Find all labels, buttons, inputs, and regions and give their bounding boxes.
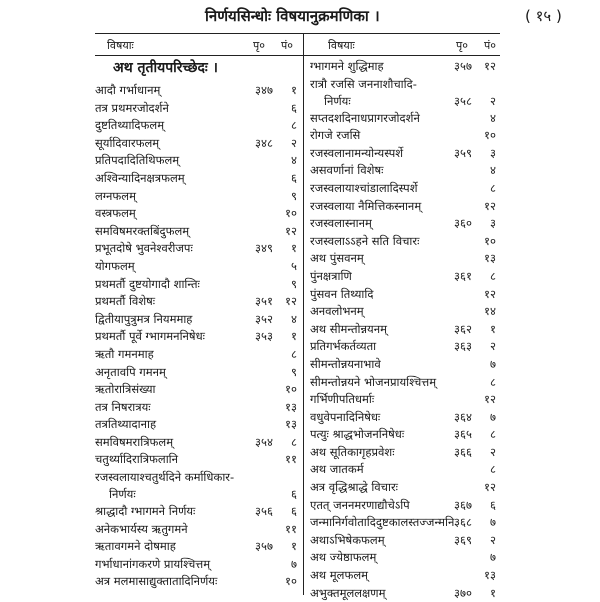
index-entry: [310, 532, 500, 550]
entry-subject: समविषमरात्रिफलम्: [95, 434, 174, 449]
index-entry: [95, 521, 301, 539]
index-entry: [310, 497, 500, 515]
entry-line: २: [490, 532, 496, 547]
entry-line: ९: [291, 188, 297, 203]
entry-line: ८: [291, 346, 297, 361]
entry-page: ३५६: [255, 504, 273, 519]
entry-subject: अथ सीमन्तोन्नयनम्: [310, 321, 387, 336]
index-entry: [95, 117, 301, 135]
header-rule: [95, 55, 500, 56]
index-entry: [95, 100, 301, 118]
index-entry: [310, 268, 500, 286]
index-entry: [95, 573, 301, 591]
index-entry: [310, 391, 500, 409]
entry-subject: प्रभूतदोषे भुवनेश्वरीजपः: [95, 241, 193, 256]
entry-subject: अथ ज्येष्ठाफलम्: [310, 550, 377, 565]
entry-subject: प्रतिगर्भकर्तव्यता: [310, 339, 377, 354]
index-entry: [310, 303, 500, 321]
entry-line: १२: [484, 480, 496, 495]
entry-subject: रजस्वलास्नानम्: [310, 216, 372, 231]
entry-line: ६: [291, 504, 297, 519]
entry-subject: रजस्वलायाश्चांडालादिस्पर्शे: [310, 180, 418, 195]
index-entry: [310, 374, 500, 392]
entry-subject: तत्रतिथ्यादानाह: [95, 417, 157, 432]
entry-line: २: [490, 93, 496, 108]
index-entry: [310, 110, 500, 128]
left-column-header: [95, 38, 300, 54]
entry-line: १३: [484, 251, 496, 266]
entry-subject: गर्भाधानांगकरणे प्रायश्चित्तम्: [95, 556, 211, 571]
entry-page: ३६६: [454, 444, 472, 459]
entry-line: ७: [490, 550, 496, 565]
entry-line: ८: [291, 118, 297, 133]
index-entry: [310, 356, 500, 374]
entry-page: ३५२: [255, 311, 273, 326]
index-entry: [310, 479, 500, 497]
index-entry: [310, 549, 500, 567]
entry-subject: अथ जातकर्म: [310, 462, 364, 477]
entry-line: १३: [484, 568, 496, 583]
entry-line: १: [291, 241, 297, 256]
entry-line: ८: [291, 434, 297, 449]
page-header-label: पृ०: [253, 39, 265, 52]
entry-line: १०: [484, 233, 496, 248]
index-entry: [95, 135, 301, 153]
index-entry: [95, 82, 301, 100]
entry-page: ३७०: [454, 585, 472, 600]
entry-subject: पुंसवन तिथ्यादि: [310, 286, 374, 301]
index-entry: [310, 321, 500, 339]
entry-line: ४: [490, 110, 496, 125]
entry-line: १०: [484, 128, 496, 143]
entry-subject: अश्विन्यादिनक्षत्रफलम्: [95, 170, 185, 185]
entry-line: ९: [291, 276, 297, 291]
entry-subject: अनृतावपि गमनम्: [95, 364, 166, 379]
entry-line: ८: [490, 374, 496, 389]
entry-page: ३४८: [255, 135, 273, 150]
entry-line: २: [490, 339, 496, 354]
index-entry: [310, 145, 500, 163]
entry-subject: प्रथमर्तौ विशेषः: [95, 294, 156, 309]
entry-subject: चतुर्थ्यादिरात्रिफलानि: [95, 452, 179, 467]
entry-line: १२: [285, 223, 297, 238]
section-heading: अथ तृतीयपरिच्छेदः ।: [113, 60, 218, 76]
subject-header: विषयाः: [107, 39, 134, 52]
index-entry: [310, 215, 500, 233]
entry-line: १: [490, 321, 496, 336]
entry-subject: तत्र निषरात्रयः: [95, 399, 151, 414]
entry-subject: दुष्टतिथ्यादिफलम्: [95, 118, 165, 133]
page-header-label: पृ०: [456, 39, 468, 52]
index-entry: [310, 286, 500, 304]
entry-page: ३६१: [454, 268, 472, 283]
entry-line: ६: [291, 170, 297, 185]
entry-subject: प्रतिपदादितिथिफलम्: [95, 153, 180, 168]
entry-line: ११: [285, 452, 297, 467]
entry-subject: सीमन्तोन्नयनाभावे: [310, 356, 381, 371]
index-entry: [310, 233, 500, 251]
index-entry: [310, 180, 500, 198]
entry-subject: गर्भिणीपतिधर्माः: [310, 392, 375, 407]
entry-page: ३६२: [454, 321, 472, 336]
index-entry: [310, 127, 500, 145]
entry-line: १०: [285, 382, 297, 397]
entry-line: ७: [490, 356, 496, 371]
entry-subject: सूर्यादिवारफलम्: [95, 135, 160, 150]
index-entry: [310, 444, 500, 462]
index-entry: [95, 556, 301, 574]
index-entry: [95, 276, 301, 294]
entry-page: ३६०: [454, 216, 472, 231]
entry-page: ३५७: [255, 539, 273, 554]
entry-page: ३५७: [454, 59, 472, 73]
entry-subject: पुंनक्षत्राणि: [310, 268, 352, 283]
subject-header: विषयाः: [328, 39, 355, 52]
line-header-label: पं०: [484, 39, 496, 52]
entry-line: ६: [291, 487, 297, 502]
index-entry: [310, 198, 500, 216]
entry-line: १०: [285, 206, 297, 221]
entry-subject: ग्भागमने शुद्धिमाह: [310, 59, 384, 73]
entry-line: ३: [490, 216, 496, 231]
entry-line: ६: [490, 497, 496, 512]
index-entry: [310, 567, 500, 585]
entry-page: ३५४: [255, 434, 273, 449]
entry-line: ८: [490, 462, 496, 477]
index-entry: [95, 170, 301, 188]
entry-line: ८: [490, 268, 496, 283]
entry-subject: अत्र मलमासाद्युक्तातादिनिर्णयः: [95, 574, 218, 589]
entry-line: ५: [291, 258, 297, 273]
entry-line: १: [490, 585, 496, 600]
index-entry: [95, 205, 301, 223]
entry-subject: रजस्वलानामन्योन्यस्पर्शे: [310, 145, 404, 160]
entry-subject: प्रथमर्तौ दुष्टयोगादौ शान्तिः: [95, 276, 200, 291]
index-entry: [95, 293, 301, 311]
entry-page: ३६९: [454, 532, 472, 547]
index-entry: [95, 416, 301, 434]
entry-line: २: [490, 444, 496, 459]
index-entry: [95, 538, 301, 556]
index-entry: [95, 503, 301, 521]
entry-subject: अथ सूतिकागृहप्रवेशः: [310, 444, 395, 459]
entry-subject: रजस्वलायाश्चतुर्थदिने कर्माधिकार-: [95, 470, 235, 485]
index-entry: [310, 426, 500, 444]
entry-subject: जन्मानिर्गवोतादिदुष्टकालस्तज्जन्मनि: [310, 515, 455, 530]
entry-line: ११: [285, 521, 297, 536]
entry-subject: द्वितीयापुत्रुमत्र नियममाह: [95, 311, 193, 326]
right-column: [310, 58, 500, 602]
entry-line: ६: [291, 100, 297, 115]
index-entry: [310, 338, 500, 356]
index-entry: [310, 514, 500, 532]
entry-subject: वधुवेपनादिनिषेधः: [310, 409, 381, 424]
entry-line: १०: [285, 574, 297, 589]
page-number: ( १५ ): [525, 7, 562, 25]
entry-line: १३: [285, 399, 297, 414]
entry-subject: प्रथमर्तौ पूर्वे ग्भागमननिषेधः: [95, 329, 205, 344]
index-entry: [95, 188, 301, 206]
entry-subject: पत्युः श्राद्धभोजननिषेधः: [310, 427, 405, 442]
index-entry: [310, 76, 500, 110]
index-entry: [310, 585, 500, 602]
entry-page: ३५१: [255, 294, 273, 309]
entry-subject: ऋतावगमने दोषमाह: [95, 539, 176, 554]
column-divider: [303, 33, 304, 595]
entry-subject: रात्रौ रजसि जननाशौचादि-: [310, 76, 417, 91]
entry-subject: समविषमरक्तबिंदुफलम्: [95, 223, 190, 238]
index-entry: [95, 469, 301, 503]
index-entry: [95, 240, 301, 258]
entry-line: ४: [291, 311, 297, 326]
entry-subject: अथ पुंसवनम्: [310, 251, 364, 266]
entry-page: ३४९: [255, 241, 273, 256]
entry-line: १२: [484, 198, 496, 213]
entry-subject: वस्त्रफलम्: [95, 206, 136, 221]
entry-subject: अनवलोभनम्: [310, 304, 364, 319]
entry-page: ३५८: [454, 93, 472, 108]
entry-line: १३: [285, 417, 297, 432]
entry-line: १: [291, 539, 297, 554]
index-entry: [95, 258, 301, 276]
entry-subject: सप्तदशदिनाधप्रागरजोदर्शने: [310, 110, 420, 125]
entry-line: १२: [285, 294, 297, 309]
entry-subject: एतत् जननमरणाद्यौचेऽपि: [310, 497, 410, 512]
entry-page: ३४७: [255, 83, 273, 97]
entry-line: १: [291, 329, 297, 344]
entry-line: ९: [291, 364, 297, 379]
entry-page: ३५३: [255, 329, 273, 344]
entry-page: ३६३: [454, 339, 472, 354]
entry-line: ४: [291, 153, 297, 168]
entry-line: ४: [490, 163, 496, 178]
entry-page: ३६५: [454, 427, 472, 442]
entry-subject: रजस्वलाऽऽहने सति विचारः: [310, 233, 420, 248]
entry-subject: ऋतौ गमनमाह: [95, 346, 154, 361]
right-column-header: [306, 38, 500, 54]
index-entry: [310, 250, 500, 268]
entry-subject: रजस्वलाया नैमित्तिकस्नानम्: [310, 198, 422, 213]
index-entry: [310, 461, 500, 479]
entry-line: २: [291, 135, 297, 150]
entry-subject: अथ मूलफलम्: [310, 568, 369, 583]
index-entry: [310, 58, 500, 76]
line-header-label: पं०: [281, 39, 293, 52]
entry-subject: सीमन्तोन्नयने भोजनप्रायश्चित्तम्: [310, 374, 437, 389]
index-entry: [95, 364, 301, 382]
entry-subject: अभुक्तमूललक्षणम्: [310, 585, 386, 600]
index-entry: [95, 399, 301, 417]
entry-subject: अत्र वृद्धिश्राद्धे विचारः: [310, 480, 398, 495]
entry-subject: रोगजे रजसि: [310, 128, 361, 143]
entry-subject: योगफलम्: [95, 258, 135, 273]
page-title: निर्णयसिन्धोः विषयानुक्रमणिका ।: [205, 7, 380, 25]
index-entry: [310, 409, 500, 427]
entry-line: १२: [484, 59, 496, 73]
entry-subject: लग्नफलम्: [95, 188, 136, 203]
entry-subject: आदौ गर्भाधानम्: [95, 83, 161, 97]
entry-line: ७: [291, 556, 297, 571]
entry-line: १४: [484, 304, 496, 319]
page-header: [0, 4, 600, 30]
entry-subject: असवर्णानां विशेषः: [310, 163, 384, 178]
entry-page: ३६८: [454, 515, 472, 530]
entry-line: १: [291, 83, 297, 97]
index-entry: [310, 162, 500, 180]
index-entry: [95, 434, 301, 452]
index-entry: [95, 346, 301, 364]
top-rule: [95, 33, 500, 34]
left-column: [95, 58, 301, 591]
index-entry: [95, 451, 301, 469]
entry-line: ३: [490, 145, 496, 160]
entry-subject-continued: निर्णयः: [324, 93, 351, 108]
entry-line: ८: [490, 180, 496, 195]
entry-page: ३५९: [454, 145, 472, 160]
entry-subject: अथाऽभिषेकफलम्: [310, 532, 385, 547]
index-entry: [95, 152, 301, 170]
index-entry: [95, 328, 301, 346]
entry-line: ७: [490, 515, 496, 530]
entry-page: ३६४: [454, 409, 472, 424]
entry-subject: श्राद्धादौ ग्भागमने निर्णयः: [95, 504, 196, 519]
entry-subject: तत्र प्रथमरजोदर्शने: [95, 100, 169, 115]
entry-subject-continued: निर्णयः: [109, 487, 136, 502]
entry-line: १२: [484, 286, 496, 301]
entry-line: १२: [484, 392, 496, 407]
index-entry: [95, 311, 301, 329]
entry-line: ७: [490, 409, 496, 424]
index-entry: [95, 223, 301, 241]
entry-page: ३६७: [454, 497, 472, 512]
entry-subject: ऋतोरात्रिसंख्या: [95, 382, 156, 397]
index-entry: [95, 381, 301, 399]
entry-line: ८: [490, 427, 496, 442]
entry-subject: अनेकभार्यस्य ऋतुगमने: [95, 521, 188, 536]
